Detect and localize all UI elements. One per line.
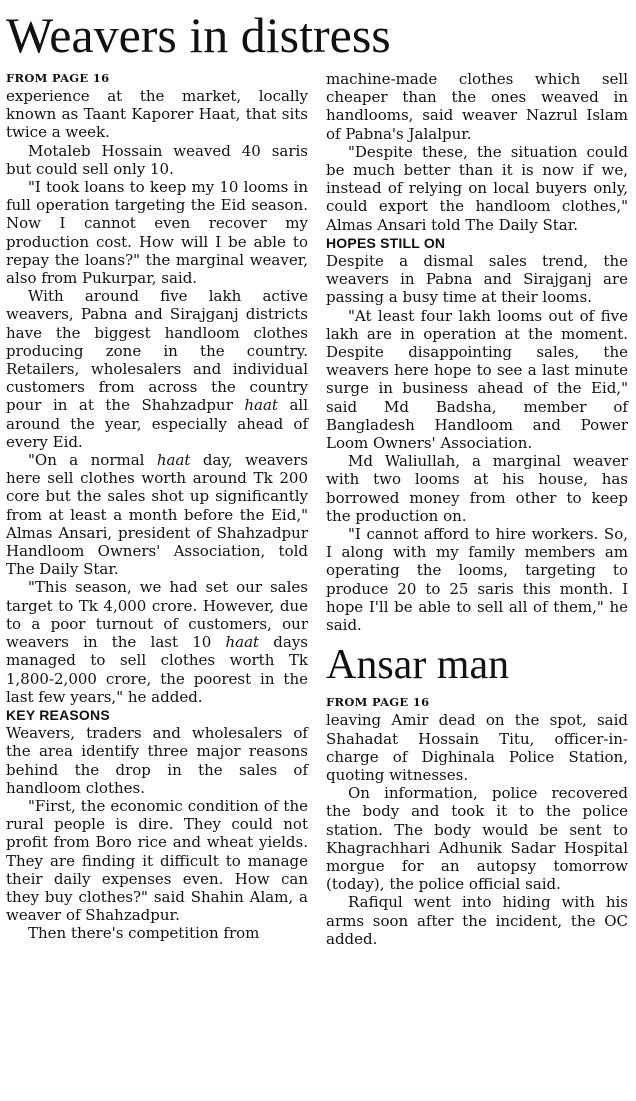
paragraph: "I took loans to keep my 10 looms in full operation targeting the Eid season. Now I cannot even recover my production cost. How will I be able to repay the loans?" the marginal weaver, also from Pukurpar, said. [6, 178, 308, 288]
paragraph: Weavers, traders and wholesalers of the area identify three major reasons behind the drop in the sales of handloom clothes. [6, 724, 308, 797]
italic-term: haat [244, 396, 278, 415]
paragraph: Motaleb Hossain weaved 40 saris but could sell only 10. [6, 141, 308, 178]
paragraph: With around five lakh active weavers, Pabna and Sirajganj districts have the biggest handloom clothes producing zone in the country. Retailers, wholesalers and individual customers from across the country pour in at the Shahzadpur haat all around the year, especially ahead of every Eid. [6, 287, 308, 451]
paragraph: "On a normal haat day, weavers here sell clothes worth around Tk 200 core but the sales shot up significantly from at least a month before the Eid," Almas Ansari, president of Shahzadpur Handloom Owners' Association, told The Daily Star. [6, 451, 308, 579]
paragraph: Rafiqul went into hiding with his arms soon after the incident, the OC added. [326, 893, 628, 948]
paragraph: experience at the market, locally known as Taant Kaporer Haat, that sits twice a week. [6, 87, 308, 142]
paragraph: On information, police recovered the body and took it to the police station. The body would be sent to Khagrachhari Adhunik Sadar Hospital morgue for an autopsy tomorrow (today), the police official said. [326, 784, 628, 894]
from-page-label: FROM PAGE 16 [326, 695, 430, 710]
paragraph: "Despite these, the situation could be much better than it is now if we, instead of relying on local buyers only, could export the handloom clothes," Almas Ansari told The Daily Star. [326, 142, 628, 234]
second-headline: Ansar man [326, 642, 510, 689]
paragraph: "First, the economic condition of the rural people is dire. They could not profit from Boro rice and wheat yields. They are finding it difficult to manage their daily expenses even. How can they buy clothes?" said Shahin Alam, a weaver of Shahzadpur. [6, 796, 308, 925]
subheading: KEY REASONS [6, 706, 110, 723]
paragraph: machine-made clothes which sell cheaper than the ones weaved in handlooms, said weaver Nazrul Islam of Pabna's Jalalpur. [326, 70, 628, 143]
from-page-label: FROM PAGE 16 [6, 71, 110, 85]
paragraph: "I cannot afford to hire workers. So, I along with my family members am operating the looms, targeting to produce 20 to 25 saris this month. I hope I'll be able to sell all of them," he said. [326, 525, 628, 635]
paragraph: "This season, we had set our sales target to Tk 4,000 crore. However, due to a poor turnout of customers, our weavers in the last 10 haat days managed to sell clothes worth Tk 1,800-2,000 crore, the poorest in the last few years," he added. [6, 578, 308, 706]
paragraph: "At least four lakh looms out of five lakh are in operation at the moment. Despite disappointing sales, the weavers here hope to see a last minute surge in business ahead of the Eid," said Md Badsha, member of Bangladesh Handloom and Power Loom Owners' Association. [326, 306, 628, 453]
italic-term: haat [156, 451, 191, 470]
italic-term: haat [225, 633, 260, 652]
paragraph: Despite a dismal sales trend, the weavers in Pabna and Sirajganj are passing a busy time at their looms. [326, 252, 628, 307]
subheading: HOPES STILL ON [326, 234, 446, 251]
paragraph: leaving Amir dead on the spot, said Shahadat Hossain Titu, officer-in-charge of Dighinala Police Station, quoting witnesses. [326, 711, 628, 784]
headline: Weavers in distress [6, 7, 391, 63]
right-column [326, 70, 628, 948]
paragraph: Then there's competition from [28, 924, 260, 943]
paragraph: Md Waliullah, a marginal weaver with two looms at his house, has borrowed money from other to keep the production on. [326, 452, 628, 525]
left-column [6, 70, 308, 943]
